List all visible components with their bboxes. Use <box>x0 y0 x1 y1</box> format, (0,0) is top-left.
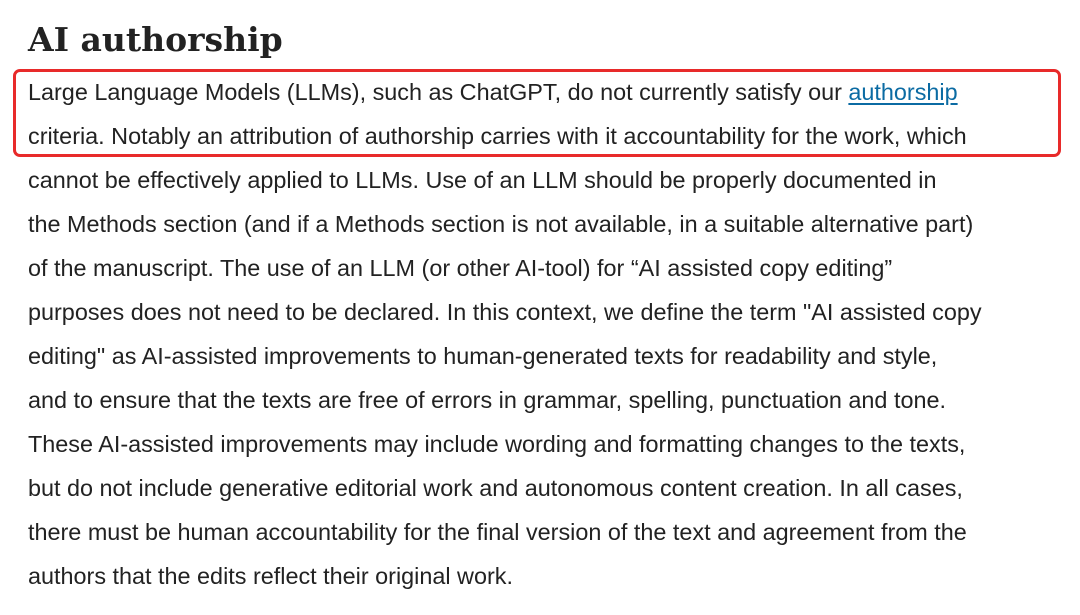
paragraph-line-4: the Methods section (and if a Methods section is not available, in a suitable alternative part) <box>28 211 974 237</box>
paragraph-line-10: but do not include generative editorial work and autonomous content creation. In all cases, <box>28 475 963 501</box>
section-heading: AI authorship <box>28 20 283 59</box>
paragraph-text: Large Language Models (LLMs), such as ChatGPT, do not currently satisfy our <box>28 79 849 105</box>
paragraph-line-1 <box>28 77 958 107</box>
paragraph-line-11: there must be human accountability for the final version of the text and agreement from the <box>28 519 967 545</box>
paragraph-line-9: These AI-assisted improvements may include wording and formatting changes to the texts, <box>28 431 966 457</box>
paragraph-line-5: of the manuscript. The use of an LLM (or other AI-tool) for “AI assisted copy editing” <box>28 255 893 281</box>
paragraph-line-6: purposes does not need to be declared. In this context, we define the term "AI assisted copy <box>28 299 982 325</box>
paragraph-line-3: cannot be effectively applied to LLMs. Use of an LLM should be properly documented in <box>28 167 937 193</box>
authorship-link[interactable]: authorship <box>848 79 958 105</box>
paragraph-line-12: authors that the edits reflect their original work. <box>28 563 513 589</box>
paragraph-line-2: criteria. Notably an attribution of authorship carries with it accountability for the work, which <box>28 123 967 149</box>
paragraph-line-8: and to ensure that the texts are free of errors in grammar, spelling, punctuation and tone. <box>28 387 946 413</box>
paragraph-line-7: editing" as AI-assisted improvements to human-generated texts for readability and style, <box>28 343 938 369</box>
